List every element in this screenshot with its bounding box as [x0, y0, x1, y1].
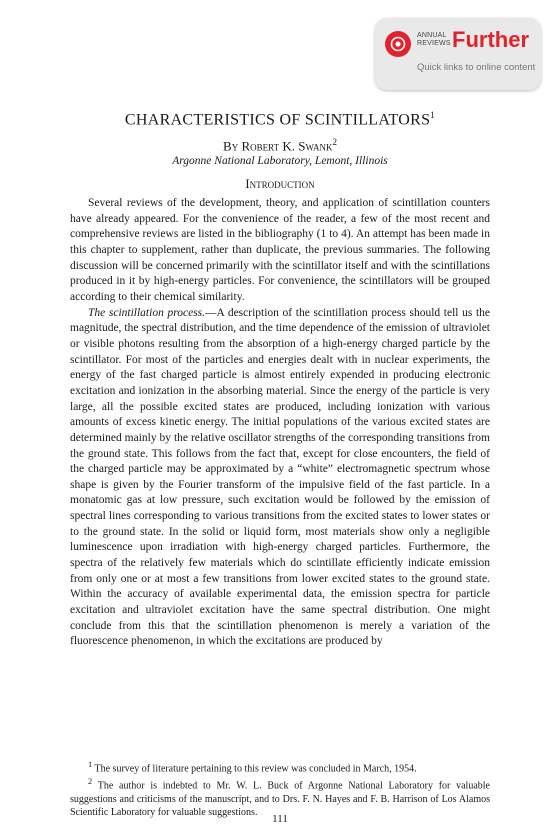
article-title — [0, 110, 560, 129]
paragraph-2-heading: The scintillation process. — [88, 306, 206, 319]
annual-reviews-logo-icon — [385, 31, 411, 57]
footnote-1-mark: 1 — [88, 760, 93, 769]
author-prefix: By — [223, 138, 239, 154]
author-line — [0, 137, 560, 154]
brand-line-1: ANNUAL — [417, 32, 447, 39]
footnote-1-text: The survey of literature pertaining to this review was concluded in March, 1954. — [94, 763, 417, 775]
title-footnote-mark: 1 — [430, 110, 436, 120]
page-number: 111 — [272, 813, 288, 825]
paragraph-2 — [70, 306, 490, 650]
title-text: CHARACTERISTICS OF SCINTILLATORS — [124, 111, 431, 129]
footnote-2-mark: 2 — [88, 777, 93, 787]
affiliation: Argonne National Laboratory, Lemont, Illinois — [172, 155, 388, 167]
paragraph-2-text: —A description of the scintillation process should tell us the magnitude, the spectral distribution, and the time dependence of the emission of ultraviolet or visible photons resulting from the absorption of a high-energy charged particle by the scintillator. For most of the particles and energies dealt with in nuclear experiments, the energy of the fast charged particle is almost entirely expended in producing electronic excitation and ionization in the absorbing material. Since the energy of the particle is very large, all the possible excited states are produced, including ionization with various amounts of excess kinetic energy. The initial populations of the various excited states are determined mainly by the relative oscillator strengths of the corresponding transitions from the ground state. This follows from the fact that, except for close encounters, the field of the charged particle may be approximated by a “white” electromagnetic spectrum whose shape is given by the Fourier transform of the impulsive field of the fast particle. In a monatomic gas at low pressure, such excitation would be followed by the emission of spectral lines corresponding to various transitions from the excited states to lower states or to the ground state. In the solid or liquid form, most materials show only a negligible luminescence upon irradiation with high-energy charged particles. Furthermore, the spectra of the relatively few materials which do scintillate efficiently indicate emission from only one or at most a few transitions from lower excited states to the ground state. Within the accuracy of available experimental data, the emission spectra for particle excitation and ultraviolet excitation have the same spectral distribution. One might conclude from this that the scintillation phenomenon is merely a variation of the fluorescence phenomenon, in which the excitations are produced by — [70, 306, 490, 648]
logo-mark-icon — [390, 36, 406, 52]
further-wordmark: Further — [452, 27, 529, 52]
footnote-1 — [70, 758, 490, 775]
author-name: Robert K. Swank — [241, 138, 333, 154]
section-heading: Introduction — [245, 177, 315, 191]
further-links-badge[interactable] — [375, 18, 541, 90]
paragraph-1: Several reviews of the development, theory, and application of scintillation counters have already appeared. For the convenience of the reader, a few of the most recent and comprehensive reviews are listed in the bibliography (1 to 4). An attempt has been made in this chapter to supplement, rather than duplicate, the previous summaries. The following discussion will be concerned primarily with the scintillator itself and with the scintillations produced in it by high-energy particles. For convenience, the scintillators will be grouped according to their chemical similarity. — [70, 197, 490, 303]
badge-tagline: Quick links to online content — [417, 62, 536, 73]
footnotes — [70, 758, 490, 819]
author-footnote-mark: 2 — [332, 137, 337, 147]
footnote-2-text: The author is indebted to Mr. W. L. Buck of Argonne National Laboratory for valuable suggestions and criticisms of the manuscript, and to Drs. F. N. Hayes and F. B. Harrison of Los Alamos Scientific Laboratory for valuable suggestions. — [70, 780, 490, 818]
annual-reviews-wordmark — [417, 32, 451, 48]
article-body — [70, 196, 490, 650]
brand-line-2: REVIEWS — [417, 40, 451, 47]
